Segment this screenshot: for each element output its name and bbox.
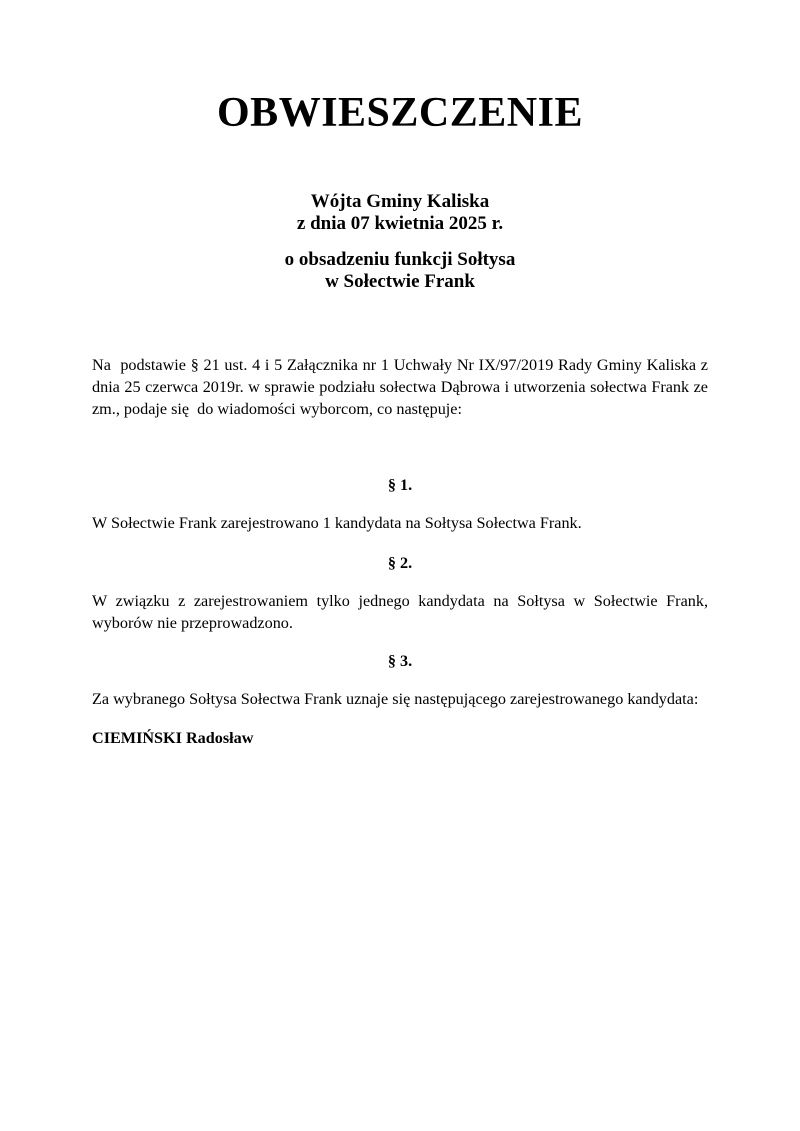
issuer-line: Wójta Gminy Kaliska (310, 191, 490, 212)
section-2-heading: § 2. (387, 554, 413, 572)
issuer-block (92, 191, 708, 235)
preamble-paragraph: Na podstawie § 21 ust. 4 i 5 Załącznika nr 1 Uchwały Nr IX/97/2019 Rady Gminy Kaliska z dnia 25 czerwca 2019r. w sprawie podziału sołectwa Dąbrowa i utworzenia sołectwa Frank ze zm., podaje się do wiadomości wyborcom, co następuje: (92, 356, 713, 418)
document-title: OBWIESZCZENIE (217, 90, 583, 136)
section-2-text: W związku z zarejestrowaniem tylko jednego kandydata na Sołtysa w Sołectwie Frank, wyborów nie przeprowadzono. (92, 592, 713, 632)
candidate-name: CIEMIŃSKI Radosław (92, 729, 254, 747)
section-1-heading: § 1. (387, 476, 413, 494)
subject-line-1: o obsadzeniu funkcji Sołtysa (284, 249, 516, 270)
date-line: z dnia 07 kwietnia 2025 r. (296, 213, 504, 234)
subject-block (92, 249, 708, 293)
subject-line-2: w Sołectwie Frank (325, 271, 475, 292)
section-1-text: W Sołectwie Frank zarejestrowano 1 kandydata na Sołtysa Sołectwa Frank. (92, 514, 582, 532)
section-3-heading: § 3. (387, 652, 413, 670)
section-3-text: Za wybranego Sołtysa Sołectwa Frank uznaje się następującego zarejestrowanego kandydata: (92, 690, 699, 708)
